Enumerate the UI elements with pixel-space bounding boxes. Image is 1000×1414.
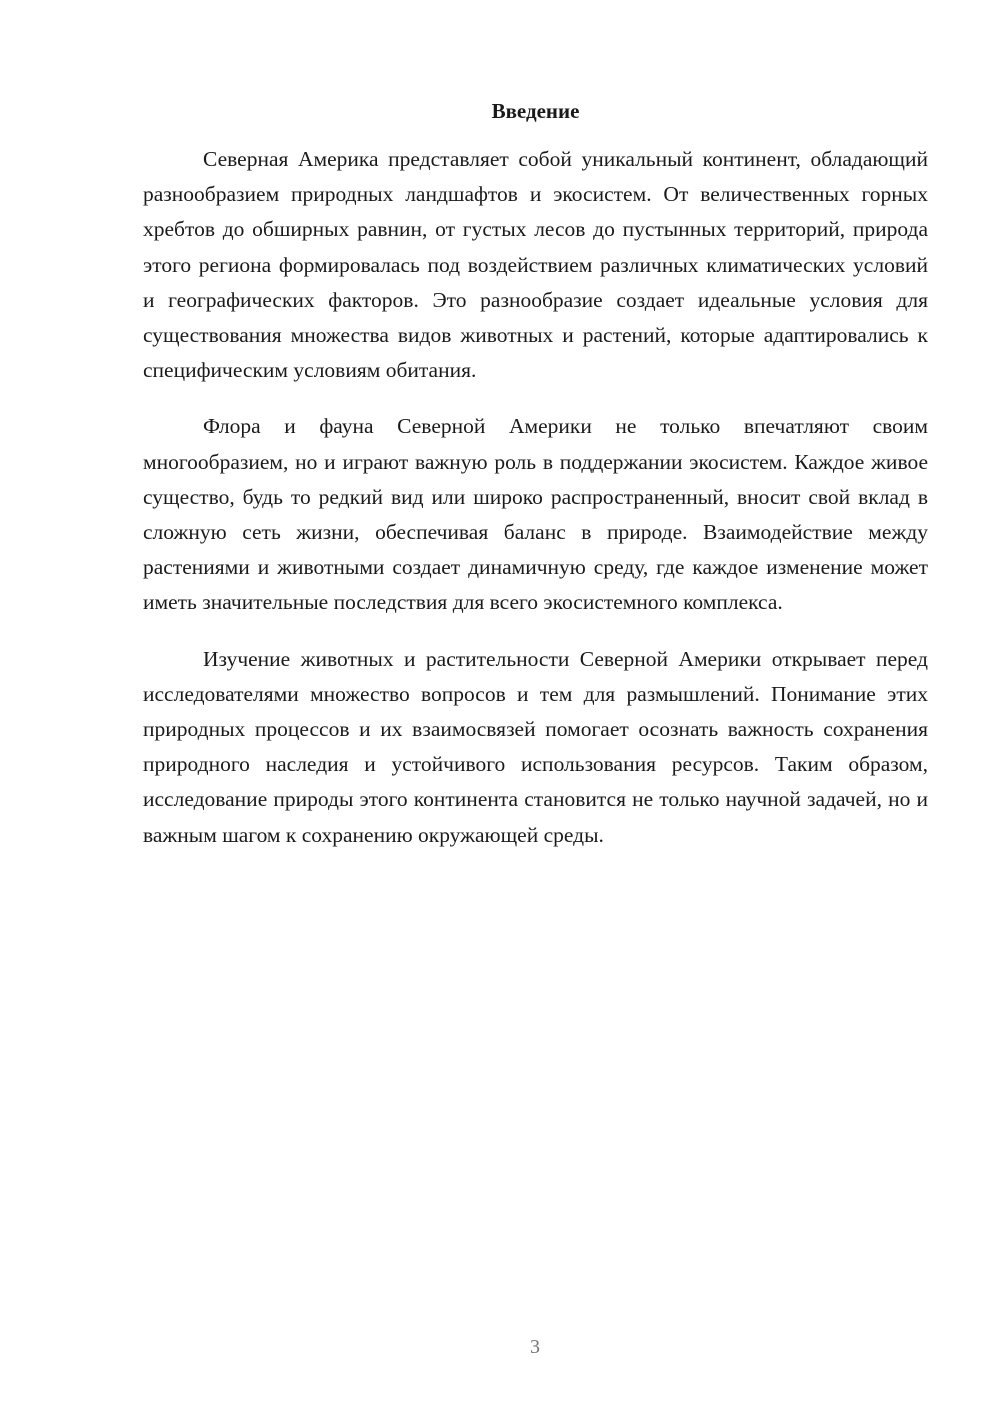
paragraph-1: Северная Америка представляет собой уникальный континент, обладающий разнообразием природных ландшафтов и экосистем. От величественных горных хребтов до обширных равнин, от густых лесов до пустынных территорий, природа этого региона формировалась под воздействием различных климатических условий и географических факторов. Это разнообразие создает идеальные условия для существования множества видов животных и растений, которые адаптировались к специфическим условиям обитания. — [143, 147, 928, 383]
page-number: 3 — [530, 1336, 540, 1358]
section-title: Введение — [491, 99, 580, 123]
paragraph-3: Изучение животных и растительности Северной Америки открывает перед исследователями множество вопросов и тем для размышлений. Понимание этих природных процессов и их взаимосвязей помогает осознать важность сохранения природного наследия и устойчивого использования ресурсов. Таким образом, исследование природы этого континента становится не только научной задачей, но и важным шагом к сохранению окружающей среды. — [143, 646, 928, 847]
paragraph-2: Флора и фауна Северной Америки не только впечатляют своим многообразием, но и играют важную роль в поддержании экосистем. Каждое живое существо, будь то редкий вид или широко распространенный, вносит свой вклад в сложную сеть жизни, обеспечивая баланс в природе. Взаимодействие между растениями и животными создает динамичную среду, где каждое изменение может иметь значительные последствия для всего экосистемного комплекса. — [143, 414, 928, 615]
body-text — [143, 142, 928, 874]
